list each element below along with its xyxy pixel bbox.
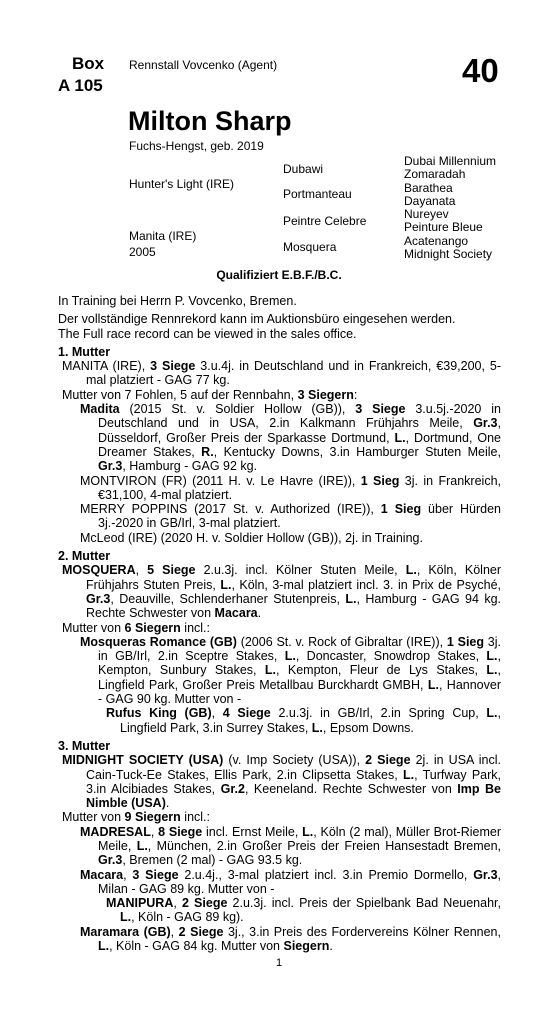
first-dam-heading: 1. Mutter	[58, 344, 111, 359]
second-dam-produce: Mutter von 6 Siegern incl.:	[62, 620, 210, 635]
qualification: Qualifiziert E.B.F./B.C.	[216, 268, 342, 282]
horse-name: Milton Sharp	[128, 106, 292, 136]
produce-entry: Madita (2015 St. v. Soldier Hollow (GB)), 3 Siege 3.u.5j.-2020 in Deutschland und in USA, 2.in Kalkmann Frühjahrs Meile, Gr.3, Düsseldorf, Großer Preis der Sparkasse Dortmund, L., Dortmund, One Dreamer Stakes, R., Kentucky Downs, 3.in Hamburger Stuten Meile, Gr.3, Hamburg - GAG 92 kg.	[80, 402, 501, 474]
catalogue-body	[58, 294, 501, 953]
page-number: 1	[275, 957, 283, 969]
training-note: In Training bei Herrn P. Vovcenko, Bremen.	[58, 294, 297, 308]
pedigree-dam-year: 2005	[129, 245, 156, 259]
pedigree-great-grandparent: Barathea	[404, 181, 453, 195]
pedigree-great-grandparent: Midnight Society	[404, 247, 493, 261]
pedigree-great-grandparent: Nureyev	[404, 207, 449, 221]
pedigree-great-grandparent: Dayanata	[404, 194, 456, 208]
pedigree-great-grandparent: Zomaradah	[404, 167, 466, 181]
second-dam-entry: MOSQUERA, 5 Siege 2.u.3j. incl. Kölner Stuten Meile, L., Köln, Kölner Frühjahrs Stuten Preis, L., Köln, 3-mal platziert incl. 3. in Prix de Psyché, Gr.3, Deauville, Schlenderhaner Stutenpreis, L., Hamburg - GAG 94 kg. Rechte Schwester von Macara.	[62, 563, 502, 621]
second-dam-heading: 2. Mutter	[58, 549, 111, 564]
produce-entry: MERRY POPPINS (2017 St. v. Authorized (IRE)), 1 Sieg über Hürden 3j.-2020 in GB/Irl, 3-mal platziert.	[80, 502, 501, 531]
consignor: Rennstall Vovcenko (Agent)	[129, 58, 278, 72]
lot-number: 40	[462, 52, 499, 89]
first-dam-entry: MANITA (IRE), 3 Siege 3.u.4j. in Deutschland und in Frankreich, €39,200, 5-mal platziert - GAG 77 kg.	[62, 359, 501, 388]
pedigree-sire: Hunter's Light (IRE)	[129, 177, 234, 191]
box-label: Box	[72, 54, 105, 73]
pedigree-dam: Manita (IRE)	[129, 229, 197, 243]
race-record-note-en: The Full race record can be viewed in the sales office.	[58, 326, 357, 341]
produce-entry: Maramara (GB), 2 Siege 3j., 3.in Preis des Fordervereins Kölner Rennen, L., Köln - GAG 84 kg. Mutter von Siegern.	[80, 924, 501, 954]
dam-name: MANITA	[62, 359, 108, 374]
pedigree-grandparent: Peintre Celebre	[283, 214, 367, 228]
produce-entry: Mosqueras Romance (GB) (2006 St. v. Rock of Gibraltar (IRE)), 1 Sieg 3j. in GB/Irl, 2.in Sceptre Stakes, L., Doncaster, Snowdrop Stakes, L., Kempton, Sunbury Stakes, L., Kempton, Fleur de Lys Stakes, L., Lingfield Park, Großer Preis Metallbau Burckhardt GMBH, L., Hannover - GAG 90 kg. Mutter von -	[80, 634, 502, 707]
produce-entry: MANIPURA, 2 Siege 2.u.3j. incl. Preis der Spielbank Bad Neuenahr, L., Köln - GAG 89 kg).	[106, 896, 501, 925]
race-record-note-de: Der vollständige Rennrekord kann im Auktionsbüro eingesehen werden.	[58, 312, 456, 327]
pedigree-great-grandparent: Peinture Bleue	[404, 220, 483, 234]
produce-entry: Macara, 3 Siege 2.u.4j., 3-mal platziert incl. 3.in Premio Dormello, Gr.3, Milan - GAG 89 kg. Mutter von -	[80, 867, 502, 896]
pedigree-grandparent: Mosquera	[283, 240, 337, 254]
pedigree-grandparent: Portmanteau	[283, 187, 352, 201]
produce-entry: MONTVIRON (FR) (2011 H. v. Le Havre (IRE)), 1 Sieg 3j. in Frankreich, €31,100, 4-mal platziert.	[80, 473, 501, 502]
horse-description: Fuchs-Hengst, geb. 2019	[129, 139, 264, 153]
pedigree-grandparent: Dubawi	[283, 162, 324, 176]
first-dam-produce: Mutter von 7 Fohlen, 5 auf der Rennbahn, 3 Siegern:	[62, 387, 358, 402]
third-dam-heading: 3. Mutter	[58, 738, 111, 753]
third-dam-entry: MIDNIGHT SOCIETY (USA) (v. Imp Society (USA)), 2 Siege 2j. in USA incl. Cain-Tuck-Ee Stakes, Ellis Park, 2.in Clipsetta Stakes, L., Turfway Park, 3.in Alcibiades Stakes, Gr.2, Keeneland. Rechte Schwester von Imp Be Nimble (USA).	[62, 753, 501, 811]
third-dam-produce: Mutter von 9 Siegern incl.:	[62, 810, 210, 825]
produce-entry: Rufus King (GB), 4 Siege 2.u.3j. in GB/Irl, 2.in Spring Cup, L., Lingfield Park, 3.in Surrey Stakes, L., Epsom Downs.	[106, 706, 501, 735]
produce-entry: MADRESAL, 8 Siege incl. Ernst Meile, L., Köln (2 mal), Müller Brot-Riemer Meile, L., München, 2.in Großer Preis der Freien Hansestadt Bremen, Gr.3, Bremen (2 mal) - GAG 93.5 kg.	[80, 824, 502, 868]
pedigree-great-grandparent: Dubai Millennium	[404, 154, 497, 168]
produce-entry: McLeod (IRE) (2020 H. v. Soldier Hollow (GB)), 2j. in Training.	[80, 530, 423, 545]
pedigree-great-grandparent: Acatenango	[404, 234, 469, 248]
box-number: A 105	[58, 76, 103, 95]
